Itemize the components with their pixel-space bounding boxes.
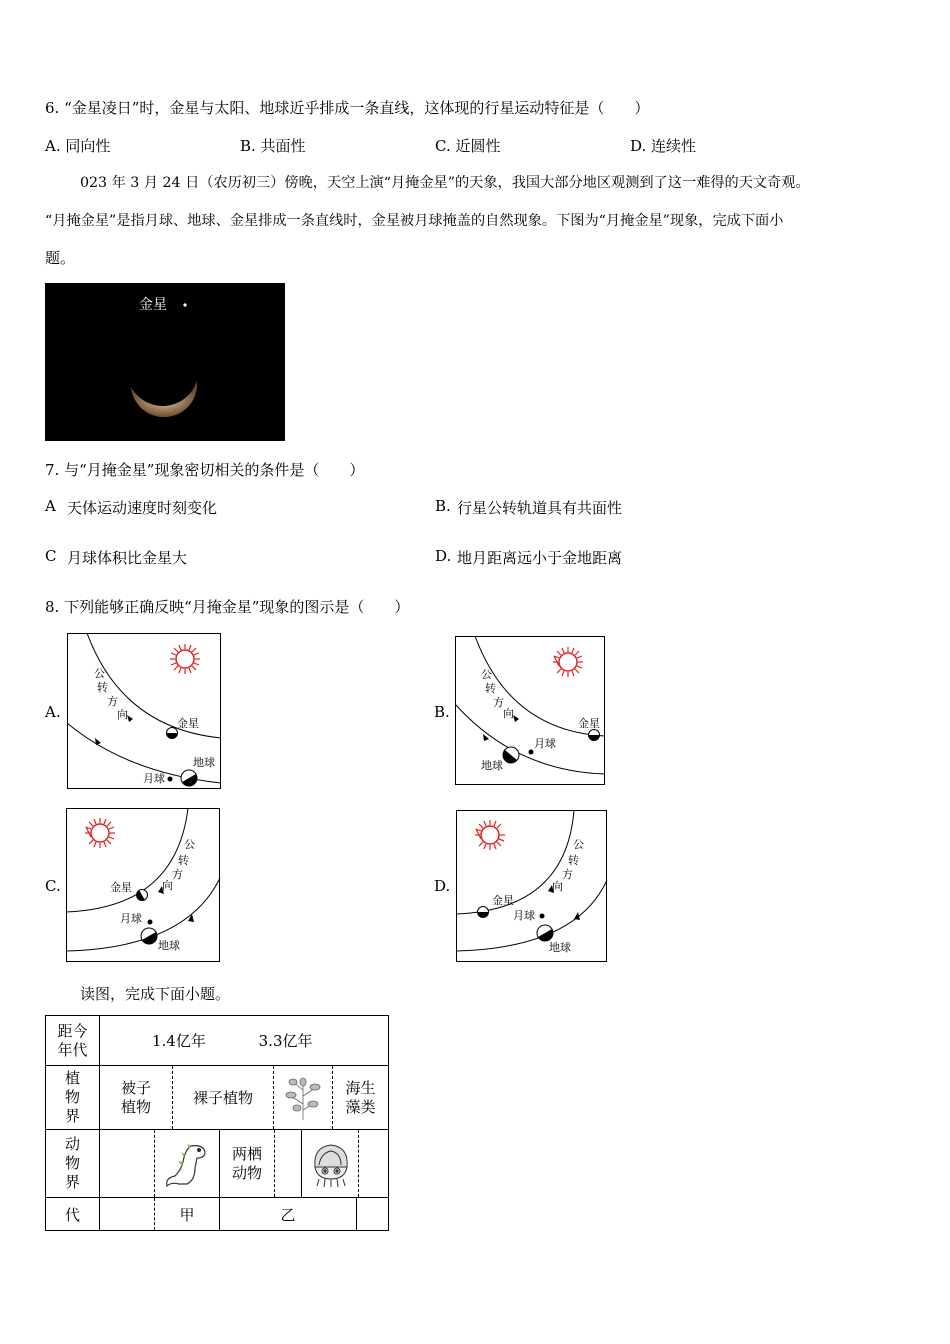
row-header-time: 距今 年代	[46, 1016, 100, 1066]
time-cell	[100, 1016, 389, 1066]
era-empty-cell	[100, 1198, 155, 1230]
moon-label: 月球	[513, 909, 535, 922]
era-jia: 甲	[155, 1198, 220, 1230]
earth-label: 地球	[481, 759, 503, 772]
q8-option-d-letter: D.	[434, 877, 451, 895]
earth-label: 地球	[158, 939, 180, 952]
rev-char: 方	[107, 695, 118, 708]
moon-dot	[168, 777, 173, 782]
passage-line-3: 题。	[45, 249, 76, 267]
rev-char: 向	[552, 880, 563, 893]
moon-venus-photo	[45, 283, 285, 441]
dinosaur-icon	[155, 1130, 220, 1197]
moon-label: 月球	[120, 912, 142, 925]
venus-planet	[478, 907, 489, 918]
animal-amphibian: 两栖 动物	[220, 1130, 275, 1197]
fern-icon	[274, 1066, 333, 1129]
diagram-c	[66, 808, 221, 963]
time-1-4: 1.4亿年	[152, 1032, 206, 1050]
rev-char: 向	[503, 707, 514, 720]
animal-row	[100, 1130, 389, 1198]
q7-option-a-letter: A	[45, 497, 56, 515]
era-yi: 乙	[220, 1198, 357, 1230]
q7-option-c-text: 月球体积比金星大	[67, 549, 188, 567]
earth-label: 地球	[549, 941, 571, 954]
q7-stem: 7. 与“月掩金星”现象密切相关的条件是（ ）	[45, 461, 365, 479]
rev-char: 转	[178, 854, 189, 867]
diagram-a	[67, 633, 222, 790]
plant-gymnosperm: 裸子植物	[173, 1066, 274, 1129]
venus-label: 金星	[110, 881, 132, 894]
photo-venus-label: 金星	[139, 297, 167, 313]
passage-line-1: 023 年 3 月 24 日（农历初三）傍晚，天空上演“月掩金星”的天象，我国大部分地区观测到了这一难得的天文奇观。	[80, 175, 810, 191]
rev-char: 公	[184, 838, 195, 851]
venus-label: 金星	[578, 717, 600, 730]
q6-stem: 6. “金星凌日”时，金星与太阳、地球近乎排成一条直线，这体现的行星运动特征是（ ）	[45, 99, 650, 117]
time-3-3: 3.3亿年	[258, 1032, 313, 1050]
earth-label: 地球	[193, 756, 215, 769]
moon-dot	[148, 920, 153, 925]
plant-angiosperm: 被子 植物	[100, 1066, 173, 1129]
q8-option-c-letter: C.	[45, 877, 61, 895]
q7-option-b-letter: B.	[435, 497, 451, 515]
rev-char: 转	[568, 854, 579, 867]
moon-label: 月球	[143, 772, 165, 785]
animal-empty-cell	[100, 1130, 155, 1197]
q7-option-c-letter: C	[45, 547, 57, 565]
plant-row	[100, 1066, 389, 1130]
diagram-b	[455, 636, 606, 786]
rev-char: 方	[172, 868, 183, 881]
geologic-time-table	[45, 1015, 389, 1231]
intro-read-figure: 读图，完成下面小题。	[80, 985, 231, 1003]
venus-planet	[589, 730, 600, 741]
venus-dot	[183, 303, 186, 306]
rev-char: 向	[117, 708, 128, 721]
rev-char: 公	[573, 838, 584, 851]
rev-char: 向	[162, 879, 173, 892]
q7-option-d-letter: D.	[435, 547, 452, 565]
rev-char: 转	[485, 682, 496, 695]
q7-option-b	[435, 497, 451, 515]
rev-char: 公	[481, 668, 492, 681]
q7-option-a	[45, 497, 56, 515]
q7-option-c	[45, 547, 56, 565]
venus-planet	[167, 728, 178, 739]
row-header-era: 代	[46, 1198, 100, 1231]
q8-stem: 8. 下列能够正确反映“月掩金星”现象的图示是（ ）	[45, 598, 410, 616]
passage-line-2: “月掩金星”是指月球、地球、金星排成一条直线时，金星被月球掩盖的自然现象。下图为“月掩金星”现象，完成下面小	[45, 213, 784, 229]
moon-label: 月球	[534, 737, 556, 750]
row-header-animal: 动 物 界	[46, 1130, 100, 1198]
rev-char: 方	[493, 696, 504, 709]
rev-char: 转	[97, 681, 108, 694]
q8-option-b-letter: B.	[434, 703, 450, 721]
q6-option-d: D. 连续性	[630, 137, 697, 155]
q8-option-a-letter: A.	[45, 703, 61, 721]
row-header-plant: 植 物 界	[46, 1066, 100, 1130]
crescent-moon	[131, 381, 197, 417]
rev-char: 公	[94, 667, 105, 680]
animal-tail-cell	[359, 1130, 388, 1197]
q7-option-d	[435, 547, 451, 565]
diagram-d	[456, 810, 608, 963]
rev-char: 方	[562, 868, 573, 881]
venus-label: 金星	[177, 717, 199, 730]
animal-gap-cell	[275, 1130, 302, 1197]
q7-option-d-text: 地月距离远小于金地距离	[457, 549, 623, 567]
q6-option-c: C. 近圆性	[435, 137, 501, 155]
q7-option-a-text: 天体运动速度时刻变化	[67, 499, 218, 517]
venus-label: 金星	[492, 894, 514, 907]
moon-dot	[540, 914, 545, 919]
q6-option-b: B. 共面性	[240, 137, 306, 155]
era-tail-cell	[357, 1198, 388, 1230]
moon-dot	[529, 750, 534, 755]
era-row	[100, 1198, 389, 1231]
trilobite-icon	[302, 1130, 359, 1197]
q7-option-b-text: 行星公转轨道具有共面性	[457, 499, 623, 517]
plant-marine-algae: 海生 藻类	[345, 1078, 376, 1116]
q6-option-a: A. 同向性	[45, 137, 111, 155]
